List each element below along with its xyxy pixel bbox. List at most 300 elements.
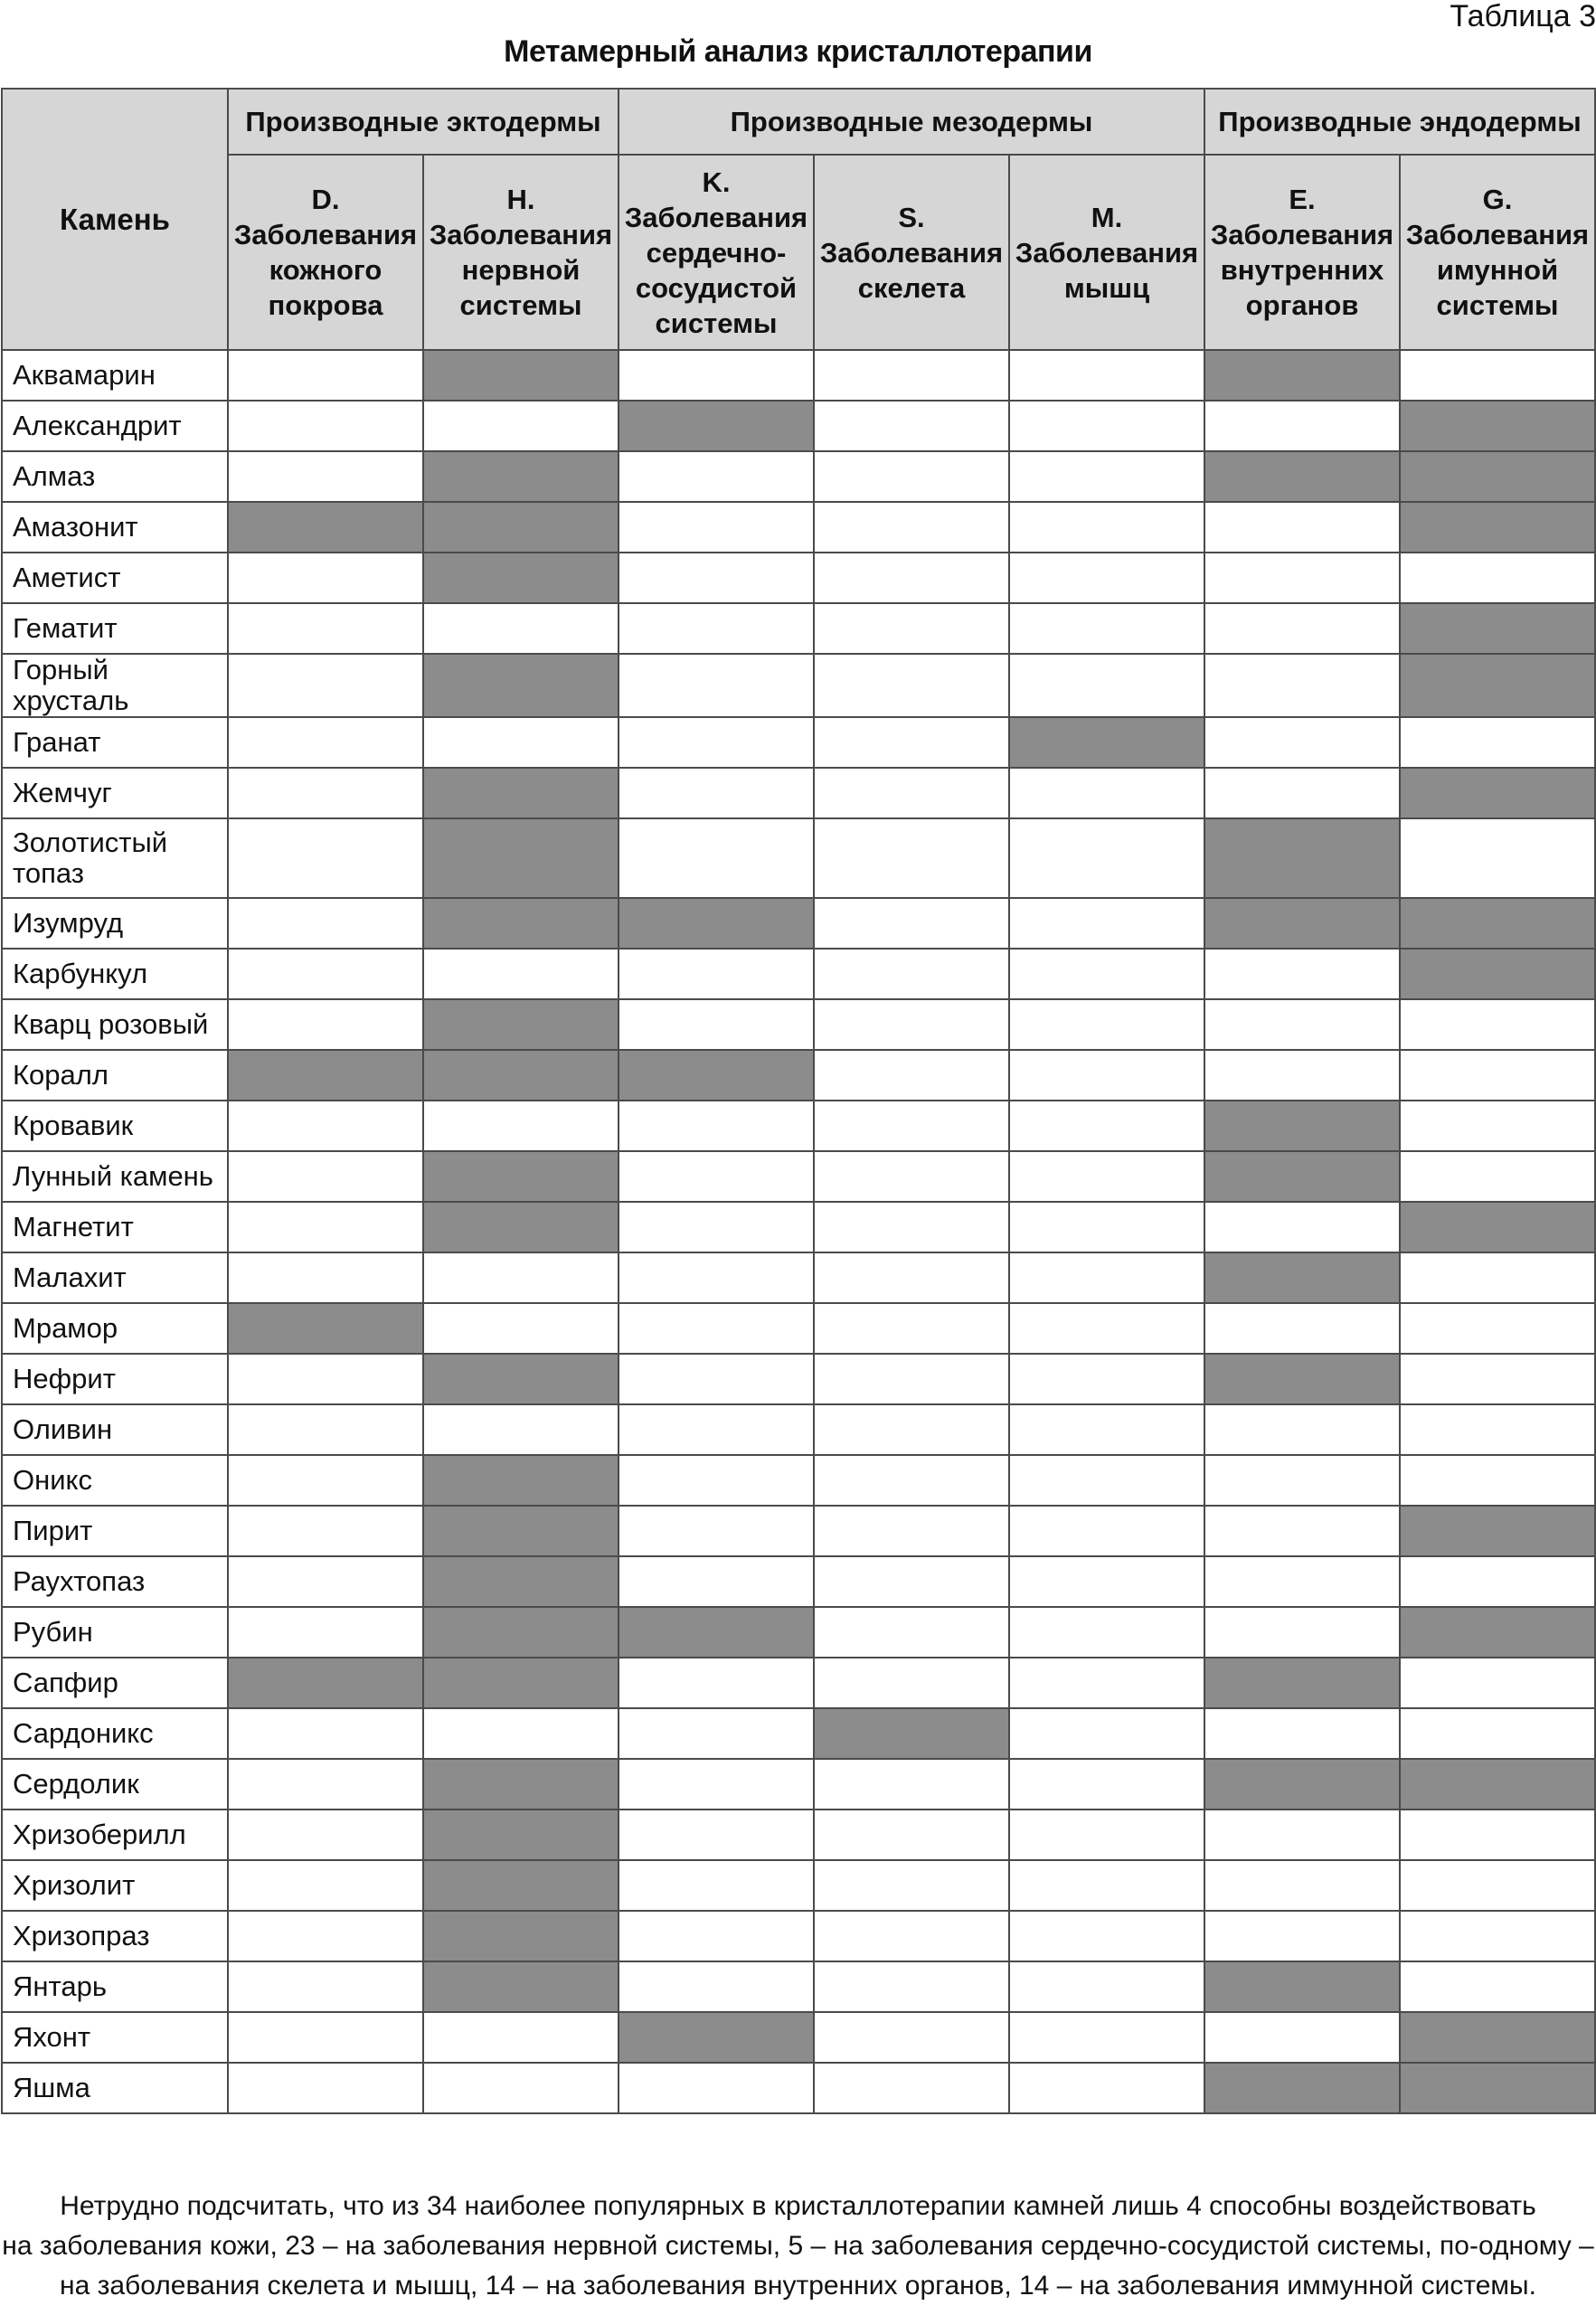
empty-cell <box>1204 1556 1400 1607</box>
empty-cell <box>619 1911 814 1961</box>
marked-cell <box>423 502 619 553</box>
empty-cell <box>1204 401 1400 451</box>
marked-cell <box>1400 502 1595 553</box>
marked-cell <box>423 451 619 502</box>
table-row <box>2 717 1595 768</box>
empty-cell <box>1204 1607 1400 1658</box>
stone-column-header: Камень <box>2 89 228 350</box>
empty-cell <box>228 2012 423 2063</box>
empty-cell <box>814 1759 1009 1809</box>
empty-cell <box>423 1101 619 1151</box>
marked-cell <box>423 1151 619 1202</box>
empty-cell <box>1400 1708 1595 1759</box>
marked-cell <box>1204 1151 1400 1202</box>
marked-cell <box>423 1202 619 1252</box>
empty-cell <box>814 603 1009 654</box>
table-row <box>2 1455 1595 1506</box>
footnote-line: Нетрудно подсчитать, что из 34 наиболее популярных в кристаллотерапии камней лишь 4 способны воздействовать <box>60 2191 1536 2221</box>
table-body <box>2 350 1595 2113</box>
empty-cell <box>1009 1860 1204 1911</box>
marked-cell <box>423 1759 619 1809</box>
stone-name: Гранат <box>2 717 228 768</box>
empty-cell <box>1009 2063 1204 2113</box>
table-row <box>2 1354 1595 1404</box>
empty-cell <box>619 1809 814 1860</box>
table-row <box>2 1303 1595 1354</box>
empty-cell <box>619 451 814 502</box>
empty-cell <box>1400 1151 1595 1202</box>
stone-name: Александрит <box>2 401 228 451</box>
empty-cell <box>814 1809 1009 1860</box>
empty-cell <box>1009 1252 1204 1303</box>
empty-cell <box>423 949 619 999</box>
stone-name: Кварц розовый <box>2 999 228 1050</box>
empty-cell <box>1204 603 1400 654</box>
empty-cell <box>1009 1809 1204 1860</box>
marked-cell <box>423 1961 619 2012</box>
empty-cell <box>619 1506 814 1556</box>
marked-cell <box>1400 1759 1595 1809</box>
empty-cell <box>1009 401 1204 451</box>
empty-cell <box>814 1101 1009 1151</box>
empty-cell <box>1009 768 1204 818</box>
empty-cell <box>1204 1860 1400 1911</box>
crystal-therapy-table <box>1 88 1596 2114</box>
empty-cell <box>619 1303 814 1354</box>
empty-cell <box>1400 1911 1595 1961</box>
marked-cell <box>423 898 619 949</box>
stone-name: Оникс <box>2 1455 228 1506</box>
empty-cell <box>814 717 1009 768</box>
empty-cell <box>814 1506 1009 1556</box>
marked-cell <box>423 1607 619 1658</box>
column-header-k <box>619 155 814 350</box>
table-row <box>2 949 1595 999</box>
empty-cell <box>228 553 423 603</box>
empty-cell <box>228 768 423 818</box>
marked-cell <box>1204 1252 1400 1303</box>
empty-cell <box>1400 1404 1595 1455</box>
column-code: G. <box>1482 184 1513 215</box>
stone-name: Кровавик <box>2 1101 228 1151</box>
empty-cell <box>619 502 814 553</box>
empty-cell <box>1204 1303 1400 1354</box>
table-row <box>2 1961 1595 2012</box>
table-row <box>2 2063 1595 2113</box>
stone-name: Малахит <box>2 1252 228 1303</box>
column-code: H. <box>506 184 535 215</box>
empty-cell <box>619 949 814 999</box>
empty-cell <box>1400 818 1595 898</box>
empty-cell <box>814 1455 1009 1506</box>
empty-cell <box>228 2063 423 2113</box>
marked-cell <box>423 768 619 818</box>
stone-name: Сапфир <box>2 1658 228 1708</box>
marked-cell <box>423 1050 619 1101</box>
column-label: Заболевания скелета <box>819 236 1004 304</box>
footnote-line: на заболевания кожи, 23 – на заболевания нервной системы, 5 – на заболевания сердечно-сосудистой системы, по-одному – <box>2 2231 1594 2261</box>
empty-cell <box>619 654 814 717</box>
group-header-mesoderm: Производные мезодермы <box>619 89 1204 155</box>
empty-cell <box>228 717 423 768</box>
empty-cell <box>619 1961 814 2012</box>
stone-name: Мрамор <box>2 1303 228 1354</box>
table-row <box>2 1202 1595 1252</box>
empty-cell <box>814 949 1009 999</box>
stone-name: Яхонт <box>2 2012 228 2063</box>
marked-cell <box>423 654 619 717</box>
empty-cell <box>1204 2012 1400 2063</box>
marked-cell <box>619 898 814 949</box>
empty-cell <box>1204 1809 1400 1860</box>
empty-cell <box>814 502 1009 553</box>
stone-name: Лунный камень <box>2 1151 228 1202</box>
marked-cell <box>1400 2012 1595 2063</box>
empty-cell <box>228 898 423 949</box>
empty-cell <box>1009 1506 1204 1556</box>
empty-cell <box>1400 553 1595 603</box>
empty-cell <box>1400 717 1595 768</box>
marked-cell <box>1204 1759 1400 1809</box>
empty-cell <box>228 654 423 717</box>
empty-cell <box>1400 1303 1595 1354</box>
empty-cell <box>814 1202 1009 1252</box>
marked-cell <box>1400 1607 1595 1658</box>
stone-name: Магнетит <box>2 1202 228 1252</box>
empty-cell <box>423 2063 619 2113</box>
empty-cell <box>228 1252 423 1303</box>
empty-cell <box>1009 1101 1204 1151</box>
stone-name: Амазонит <box>2 502 228 553</box>
empty-cell <box>228 1607 423 1658</box>
empty-cell <box>423 1252 619 1303</box>
empty-cell <box>619 768 814 818</box>
marked-cell <box>1204 898 1400 949</box>
column-header-s <box>814 155 1009 350</box>
stone-name: Хризоберилл <box>2 1809 228 1860</box>
empty-cell <box>814 1303 1009 1354</box>
table-number-label: Таблица 3 <box>1450 0 1596 33</box>
empty-cell <box>228 603 423 654</box>
empty-cell <box>814 451 1009 502</box>
marked-cell <box>423 1809 619 1860</box>
column-code: D. <box>311 184 340 215</box>
empty-cell <box>423 1404 619 1455</box>
empty-cell <box>1009 1404 1204 1455</box>
empty-cell <box>228 818 423 898</box>
empty-cell <box>619 1860 814 1911</box>
empty-cell <box>228 949 423 999</box>
table-row <box>2 553 1595 603</box>
empty-cell <box>423 2012 619 2063</box>
marked-cell <box>423 1455 619 1506</box>
table-row <box>2 1911 1595 1961</box>
empty-cell <box>619 999 814 1050</box>
empty-cell <box>1009 1708 1204 1759</box>
empty-cell <box>228 1759 423 1809</box>
marked-cell <box>423 1556 619 1607</box>
empty-cell <box>619 1759 814 1809</box>
table-row <box>2 1101 1595 1151</box>
marked-cell <box>619 1607 814 1658</box>
marked-cell <box>1400 2063 1595 2113</box>
marked-cell <box>1204 451 1400 502</box>
empty-cell <box>228 1860 423 1911</box>
column-header-h <box>423 155 619 350</box>
column-label: Заболевания внутренних органов <box>1210 219 1394 321</box>
column-header-m <box>1009 155 1204 350</box>
empty-cell <box>423 717 619 768</box>
empty-cell <box>619 1556 814 1607</box>
empty-cell <box>228 451 423 502</box>
stone-name: Янтарь <box>2 1961 228 2012</box>
stone-name: Хризопраз <box>2 1911 228 1961</box>
empty-cell <box>1009 553 1204 603</box>
marked-cell <box>1204 1101 1400 1151</box>
empty-cell <box>1009 1151 1204 1202</box>
empty-cell <box>1009 1455 1204 1506</box>
empty-cell <box>228 1911 423 1961</box>
empty-cell <box>619 1708 814 1759</box>
table-row <box>2 350 1595 401</box>
empty-cell <box>619 818 814 898</box>
stone-name: Гематит <box>2 603 228 654</box>
table-row <box>2 654 1595 717</box>
empty-cell <box>1009 2012 1204 2063</box>
column-label: Заболевания нервной системы <box>429 219 613 321</box>
marked-cell <box>1400 768 1595 818</box>
marked-cell <box>423 1354 619 1404</box>
empty-cell <box>228 1151 423 1202</box>
empty-cell <box>1009 603 1204 654</box>
table-row <box>2 1860 1595 1911</box>
empty-cell <box>228 1455 423 1506</box>
empty-cell <box>619 603 814 654</box>
empty-cell <box>814 768 1009 818</box>
empty-cell <box>814 1911 1009 1961</box>
empty-cell <box>619 1202 814 1252</box>
empty-cell <box>228 1961 423 2012</box>
empty-cell <box>1400 350 1595 401</box>
empty-cell <box>1009 818 1204 898</box>
table-row <box>2 999 1595 1050</box>
marked-cell <box>423 553 619 603</box>
empty-cell <box>228 1506 423 1556</box>
empty-cell <box>1204 1404 1400 1455</box>
empty-cell <box>1400 1860 1595 1911</box>
column-header-e <box>1204 155 1400 350</box>
marked-cell <box>619 2012 814 2063</box>
empty-cell <box>228 1202 423 1252</box>
empty-cell <box>1009 999 1204 1050</box>
stone-name: Оливин <box>2 1404 228 1455</box>
empty-cell <box>814 401 1009 451</box>
stone-name: Пирит <box>2 1506 228 1556</box>
table-row <box>2 401 1595 451</box>
marked-cell <box>228 502 423 553</box>
table-row <box>2 1506 1595 1556</box>
empty-cell <box>1400 1809 1595 1860</box>
empty-cell <box>1204 1050 1400 1101</box>
empty-cell <box>228 401 423 451</box>
empty-cell <box>228 1708 423 1759</box>
empty-cell <box>1204 949 1400 999</box>
marked-cell <box>228 1303 423 1354</box>
empty-cell <box>1204 1455 1400 1506</box>
column-label: Заболевания мышц <box>1015 236 1199 304</box>
empty-cell <box>1009 1658 1204 1708</box>
empty-cell <box>1204 1708 1400 1759</box>
stone-name: Карбункул <box>2 949 228 999</box>
empty-cell <box>1400 1354 1595 1404</box>
empty-cell <box>814 654 1009 717</box>
stone-name: Коралл <box>2 1050 228 1101</box>
stone-name: Рубин <box>2 1607 228 1658</box>
empty-cell <box>814 1050 1009 1101</box>
marked-cell <box>423 999 619 1050</box>
empty-cell <box>1400 1455 1595 1506</box>
empty-cell <box>423 1708 619 1759</box>
stone-name: Изумруд <box>2 898 228 949</box>
empty-cell <box>1204 768 1400 818</box>
empty-cell <box>228 1404 423 1455</box>
stone-name: Раухтопаз <box>2 1556 228 1607</box>
column-label: Заболевания сердечно- сосудистой системы <box>624 201 808 339</box>
stone-name: Сердолик <box>2 1759 228 1809</box>
empty-cell <box>619 350 814 401</box>
empty-cell <box>814 898 1009 949</box>
empty-cell <box>814 999 1009 1050</box>
stone-name: Золотистый топаз <box>2 818 228 898</box>
empty-cell <box>1009 1354 1204 1404</box>
empty-cell <box>1009 1607 1204 1658</box>
marked-cell <box>1204 1354 1400 1404</box>
table-header <box>2 89 1595 350</box>
marked-cell <box>1400 1506 1595 1556</box>
stone-name: Жемчуг <box>2 768 228 818</box>
table-row <box>2 1404 1595 1455</box>
table-row <box>2 1556 1595 1607</box>
marked-cell <box>228 1658 423 1708</box>
empty-cell <box>1400 1050 1595 1101</box>
empty-cell <box>619 1354 814 1404</box>
table-row <box>2 1708 1595 1759</box>
empty-cell <box>228 1354 423 1404</box>
group-header-endoderm: Производные эндодермы <box>1204 89 1595 155</box>
table-title: Метамерный анализ кристаллотерапии <box>504 34 1092 69</box>
empty-cell <box>619 1404 814 1455</box>
empty-cell <box>1009 1202 1204 1252</box>
table-row <box>2 1151 1595 1202</box>
empty-cell <box>1204 1911 1400 1961</box>
column-label: Заболевания имунной системы <box>1405 219 1590 321</box>
empty-cell <box>814 1404 1009 1455</box>
marked-cell <box>1204 818 1400 898</box>
footnote-line: на заболевания скелета и мышц, 14 – на заболевания внутренних органов, 14 – на заболевания иммунной системы. <box>60 2271 1536 2301</box>
table-row <box>2 1759 1595 1809</box>
marked-cell <box>1400 898 1595 949</box>
marked-cell <box>814 1708 1009 1759</box>
marked-cell <box>1204 350 1400 401</box>
empty-cell <box>1009 1911 1204 1961</box>
empty-cell <box>814 1252 1009 1303</box>
table-row <box>2 1252 1595 1303</box>
empty-cell <box>1204 1506 1400 1556</box>
column-label: Заболевания кожного покрова <box>233 219 418 321</box>
stone-name: Аквамарин <box>2 350 228 401</box>
marked-cell <box>1400 949 1595 999</box>
marked-cell <box>423 1911 619 1961</box>
empty-cell <box>1009 502 1204 553</box>
empty-cell <box>1400 1252 1595 1303</box>
empty-cell <box>814 2063 1009 2113</box>
column-header-g <box>1400 155 1595 350</box>
column-code: M. <box>1091 201 1123 233</box>
empty-cell <box>619 1658 814 1708</box>
table-row <box>2 603 1595 654</box>
empty-cell <box>228 1809 423 1860</box>
empty-cell <box>619 1455 814 1506</box>
empty-cell <box>619 553 814 603</box>
table-row <box>2 818 1595 898</box>
empty-cell <box>619 2063 814 2113</box>
empty-cell <box>1204 502 1400 553</box>
empty-cell <box>1204 999 1400 1050</box>
empty-cell <box>1009 949 1204 999</box>
empty-cell <box>814 1860 1009 1911</box>
empty-cell <box>1009 1050 1204 1101</box>
stone-name: Сардоникс <box>2 1708 228 1759</box>
empty-cell <box>1009 1759 1204 1809</box>
empty-cell <box>1009 654 1204 717</box>
table-row <box>2 768 1595 818</box>
disease-header-row <box>2 155 1595 350</box>
table-row <box>2 898 1595 949</box>
empty-cell <box>1400 999 1595 1050</box>
marked-cell <box>228 1050 423 1101</box>
empty-cell <box>814 1607 1009 1658</box>
empty-cell <box>423 1303 619 1354</box>
marked-cell <box>1204 1658 1400 1708</box>
empty-cell <box>1400 1658 1595 1708</box>
empty-cell <box>1009 451 1204 502</box>
empty-cell <box>814 1151 1009 1202</box>
empty-cell <box>619 1252 814 1303</box>
footnote <box>0 2187 1596 2306</box>
empty-cell <box>814 1961 1009 2012</box>
marked-cell <box>1204 2063 1400 2113</box>
empty-cell <box>1009 350 1204 401</box>
table-row <box>2 1809 1595 1860</box>
empty-cell <box>423 603 619 654</box>
marked-cell <box>1400 1202 1595 1252</box>
empty-cell <box>228 1101 423 1151</box>
table-row <box>2 451 1595 502</box>
empty-cell <box>228 350 423 401</box>
marked-cell <box>1204 1961 1400 2012</box>
marked-cell <box>423 350 619 401</box>
empty-cell <box>814 1658 1009 1708</box>
stone-name: Нефрит <box>2 1354 228 1404</box>
empty-cell <box>1009 1961 1204 2012</box>
marked-cell <box>1400 603 1595 654</box>
empty-cell <box>814 553 1009 603</box>
empty-cell <box>1204 654 1400 717</box>
stone-name: Яшма <box>2 2063 228 2113</box>
empty-cell <box>1204 553 1400 603</box>
table-row <box>2 2012 1595 2063</box>
stone-name: Алмаз <box>2 451 228 502</box>
